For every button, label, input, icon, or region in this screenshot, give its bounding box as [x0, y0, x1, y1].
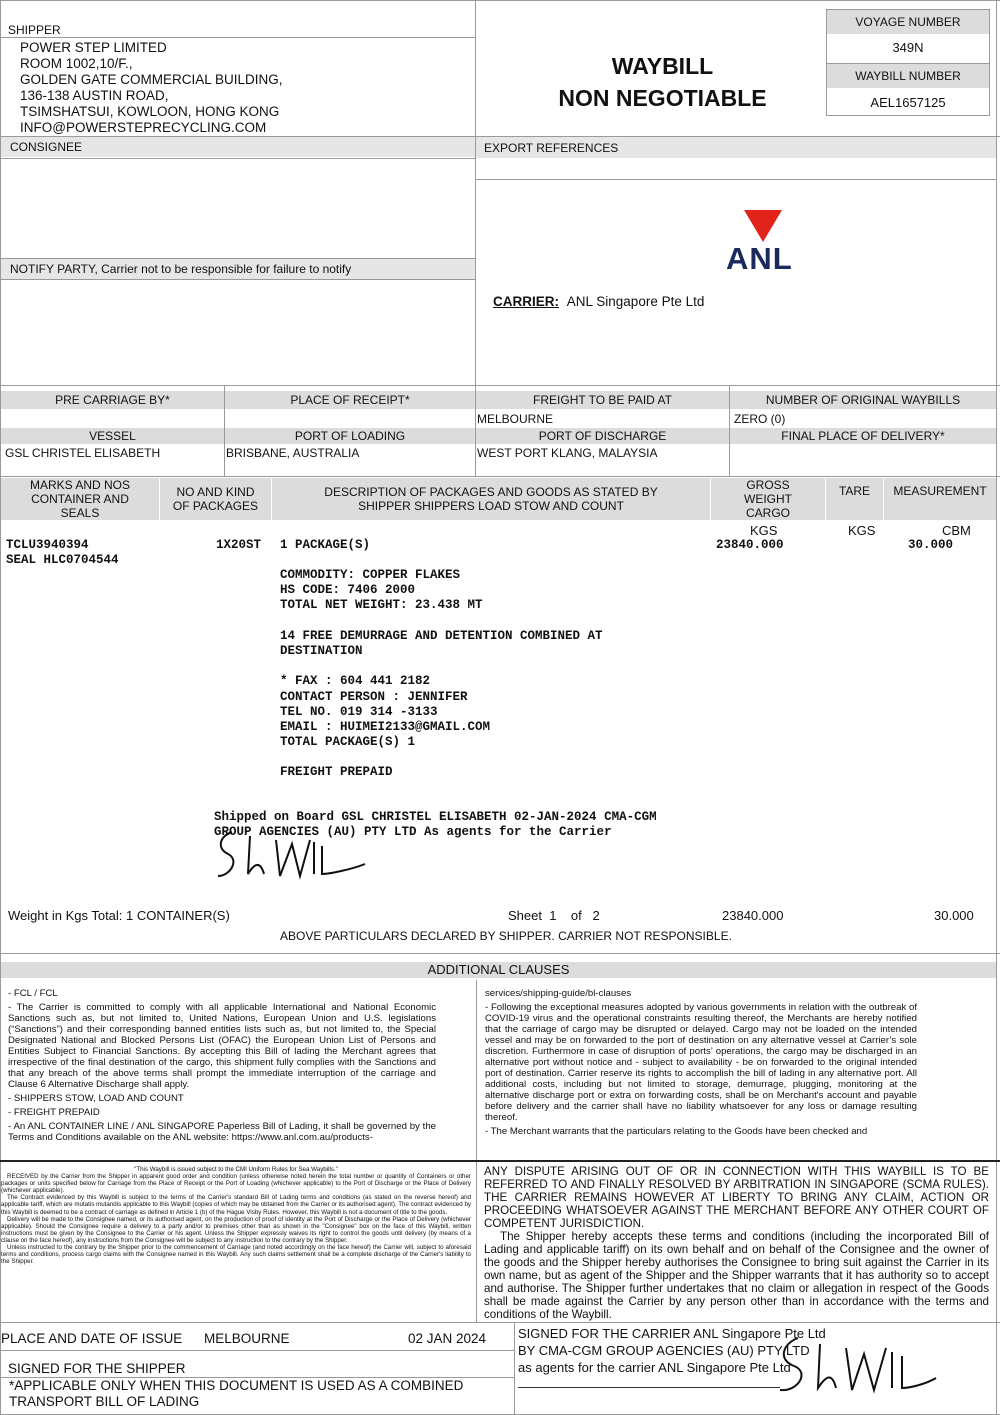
shipped-on-board-line: Shipped on Board GSL CHRISTEL ELISABETH 02-JAN-2024 CMA-CGM — [214, 810, 657, 824]
package-count: 1 PACKAGE(S) — [280, 538, 371, 552]
clause-item: - FREIGHT PREPAID — [8, 1107, 100, 1118]
document-title — [520, 50, 805, 114]
measurement-header: MEASUREMENT — [884, 478, 996, 520]
pre-carriage-label: PRE CARRIAGE BY* — [1, 391, 224, 409]
total-measurement: 30.000 — [934, 908, 974, 923]
title-non-negotiable: NON NEGOTIABLE — [558, 85, 767, 111]
seal-number: SEAL HLC0704544 — [6, 553, 119, 567]
carrier-sign-line: BY CMA-CGM GROUP AGENCIES (AU) PTY LTD — [518, 1343, 810, 1358]
applicable-note: *APPLICABLE ONLY WHEN THIS DOCUMENT IS USED AS A COMBINED TRANSPORT BILL OF LADING — [9, 1378, 464, 1409]
tare-unit: KGS — [848, 523, 876, 538]
place-date-label: PLACE AND DATE OF ISSUE — [1, 1331, 183, 1346]
clause-item: - FCL / FCL — [8, 988, 58, 999]
freight-value: MELBOURNE — [477, 412, 554, 426]
original-waybills-label: NUMBER OF ORIGINAL WAYBILLS — [730, 391, 996, 409]
fine-print-paragraph: Unless instructed to the contrary by the Shipper prior to the commencement of Carriage (and noted accordingly on the face hereof) the Carrier will, subject to aforesaid terms and conditions, process cargo claims with the Consignee named in this Waybill. Any such claims settlement shall be a complete discharge of the Carrier's liability to the Shipper. — [1, 1244, 471, 1266]
clause-item: - Following the exceptional measures adopted by various governments in relation with the outbreak of COVID-19 virus and the operational constraints resulting thereof, the Merchants are hereby notified that the carriage of cargo may be disrupted or delayed. Cargo may not be loaded on the intended vessel and may be on forwarded to the port of destination on any alternative vessel at Carrier’s sole discretion. Furthermore in case of disruption of ports’ operations, the cargo may be discharged in an alternative port without notice and - subject to availability - be on forwarded to the original intended port of destination. Carrier reserve its rights to accomplish the bill of lading in any alternative port. All additional costs, including but not limited to storage, demurrage, plugging, monitoring at the alternative discharge port or extra on forwarding costs, shall be on Merchant's account and payable before delivery and the carrier shall have no liability whatsoever for any loss or damage resulting thereof. — [485, 1002, 917, 1123]
shipper-line: POWER STEP LIMITED — [20, 40, 167, 55]
measurement-unit: CBM — [942, 523, 971, 538]
notify-party-label: NOTIFY PARTY, Carrier not to be responsible for failure to notify — [1, 258, 475, 280]
voyage-waybill-box — [826, 9, 990, 116]
carrier-name: ANL Singapore Pte Ltd — [566, 294, 705, 309]
export-references-label: EXPORT REFERENCES — [476, 137, 996, 158]
anl-logo — [725, 208, 805, 278]
clause-item: - The Carrier is committed to comply with all applicable International and National Economic Sanctions such as, but not limited to, United Nations, European Union and U.S. legislations (“Sanctions”) and their corresponding banned entities lists such as, but not limited to, the Special Designated National and Blocked Persons List (OFAC) the European Union List of Persons and Entities Subject to Financial Sanctions. By accepting this Bill of lading the Merchant agrees that irrespective of the final destination of the cargo, this shipment fully complies with the Sanctions and that any breach of the above terms shall prompt the immediate interruption of the carriage and Clause 6 Alternative Discharge shall apply. — [8, 1002, 436, 1090]
dispute-clause — [484, 1165, 989, 1321]
tare-header: TARE — [826, 478, 883, 520]
port-of-discharge-label: PORT OF DISCHARGE — [476, 428, 729, 444]
final-place-label: FINAL PLACE OF DELIVERY* — [730, 428, 996, 444]
fine-print-paragraph: RECEIVED by the Carrier from the Shipper in apparent good order and condition (unless otherwise noted herein the total number or quantity of Containers or other packages or units specified below for Carriage from the Place of Receipt or the Port of Loading (whichever applicable) to the Port of Discharge or the Place of Delivery (whichever applicable). — [1, 1173, 471, 1195]
carrier-label: CARRIER: — [493, 294, 559, 309]
gross-weight-header: GROSS WEIGHT CARGO — [711, 478, 825, 520]
description-line: * FAX : 604 441 2182 — [280, 674, 431, 689]
container-number: TCLU3940394 — [6, 538, 89, 552]
vessel-label: VESSEL — [1, 428, 224, 444]
clause-item: - SHIPPERS STOW, LOAD AND COUNT — [8, 1093, 184, 1104]
carrier-sign-line: as agents for the carrier ANL Singapore Pte Ltd — [518, 1360, 791, 1375]
weight-total-label: Weight in Kgs Total: 1 CONTAINER(S) — [8, 908, 230, 923]
declared-notice: ABOVE PARTICULARS DECLARED BY SHIPPER. CARRIER NOT RESPONSIBLE. — [280, 929, 732, 943]
description-line: COMMODITY: COPPER FLAKES — [280, 568, 461, 582]
fine-print-paragraph: The Contract evidenced by this Waybill is subject to the terms of the Carrier's standard Bill of Lading terms and conditions (as stated on the reverse hereof) and applicable tariff, which are mutatis mutandis applicable to this Waybill (copies of which may be obtained from the Carrier or its authorised agent). The contract evidenced by this Waybill is deemed to be a contract of carriage as defined in Article 1 (b) of the Hague Visby Rules. However, this Waybill is not a document of title to the goods. — [1, 1194, 471, 1216]
description-line: DESTINATION — [280, 643, 363, 658]
port-of-discharge-value: WEST PORT KLANG, MALAYSIA — [477, 446, 658, 460]
waybill-number-value: AEL1657125 — [870, 95, 946, 110]
shipper-line: TSIMSHATSUI, KOWLOON, HONG KONG — [20, 104, 280, 119]
consignee-label: CONSIGNEE — [1, 137, 475, 157]
freight-label: FREIGHT TO BE PAID AT — [476, 391, 729, 409]
clause-item: services/shipping-guide/bl-clauses — [485, 988, 632, 999]
description-line: 14 FREE DEMURRAGE AND DETENTION COMBINED AT — [280, 628, 603, 643]
carrier-line — [493, 294, 704, 309]
shipper-label: SHIPPER — [8, 23, 61, 37]
voyage-number-label: VOYAGE NUMBER — [827, 10, 989, 34]
description-line: TEL NO. 019 314 -3133 — [280, 704, 438, 719]
additional-clauses-header: ADDITIONAL CLAUSES — [1, 962, 996, 978]
vessel-value: GSL CHRISTEL ELISABETH — [5, 446, 161, 460]
gross-unit: KGS — [750, 523, 778, 538]
title-waybill: WAYBILL — [611, 53, 714, 79]
shipper-line: ROOM 1002,10/F., — [20, 56, 133, 71]
voyage-number-value: 349N — [892, 40, 924, 55]
cargo-description — [280, 568, 603, 781]
description-line — [280, 750, 603, 765]
logo-text: ANL — [726, 241, 793, 276]
gross-weight-value: 23840.000 — [716, 538, 784, 552]
issue-date: 02 JAN 2024 — [408, 1331, 487, 1346]
shipped-on-board-line: GROUP AGENCIES (AU) PTY LTD As agents for the Carrier — [214, 825, 612, 840]
description-line: HS CODE: 7406 2000 — [280, 583, 416, 598]
port-of-loading-label: PORT OF LOADING — [225, 428, 475, 444]
measurement-value: 30.000 — [908, 538, 954, 552]
description-line — [280, 614, 603, 629]
description-line — [280, 659, 603, 674]
description-line: TOTAL PACKAGE(S) 1 — [280, 735, 416, 750]
marks-header: MARKS AND NOS CONTAINER AND SEALS — [1, 478, 159, 520]
dispute-paragraph: The Shipper hereby accepts these terms and conditions (including the incorporated Bill of Lading and applicable tariff) on its own behalf and on behalf of the Consignee and the owner of the goods and the Shipper hereby authorises the Consignee to bring suit against the Carrier in its own name, but as agent of the Shipper and the Shipper warrants that it has authority so to accept and authorise. The Shipper further undertakes that no claim or allegation in respect of the Goods shall be made against the Carrier by any person other than in accordance with the terms and conditions of the Waybill. — [484, 1230, 989, 1321]
issue-place: MELBOURNE — [204, 1331, 290, 1346]
signed-for-shipper: SIGNED FOR THE SHIPPER — [8, 1361, 186, 1376]
agent-signature — [210, 826, 370, 886]
clause-item: - The Merchant warrants that the particulars relating to the Goods have been checked and — [485, 1126, 868, 1137]
dispute-paragraph: ANY DISPUTE ARISING OUT OF OR IN CONNECTION WITH THIS WAYBILL IS TO BE REFERRED TO AND FINALLY RESOLVED BY ARBITRATION IN SINGAPORE (SCMA RULES). THE CARRIER REMAINS HOWEVER AT LIBERTY TO BRING ANY CLAIM, ACTION OR PROCEEDING WHATSOEVER AGAINST THE MERCHANT BEFORE ANY OTHER COURT OF COMPETENT JURISDICTION. — [484, 1165, 989, 1230]
fine-print — [1, 1166, 471, 1265]
description-header: DESCRIPTION OF PACKAGES AND GOODS AS STATED BY SHIPPER SHIPPERS LOAD STOW AND COUNT — [272, 478, 710, 520]
package-kind: 1X20ST — [216, 538, 262, 552]
shipper-line: GOLDEN GATE COMMERCIAL BUILDING, — [20, 72, 283, 87]
carrier-sign-line: SIGNED FOR THE CARRIER ANL Singapore Pte Ltd — [518, 1326, 826, 1341]
total-gross: 23840.000 — [722, 908, 784, 923]
place-of-receipt-label: PLACE OF RECEIPT* — [225, 391, 475, 409]
clause-item: - An ANL CONTAINER LINE / ANL SINGAPORE Paperless Bill of Lading, it shall be governed by the Terms and Conditions available on the ANL website: https://www.anl.com.au/products- — [8, 1121, 436, 1143]
port-of-loading-value: BRISBANE, AUSTRALIA — [226, 446, 360, 460]
original-waybills-value: ZERO (0) — [734, 412, 786, 426]
fine-print-paragraph: Delivery will be made to the Consignee named, or its authorised agent, on the production of proof of identity at the Port of Discharge or the Place of Delivery (whichever applicable). Should the Consignee require a delivery to a party and/or to premises other than as shown in the "Consignee" box on the face of this Waybill, written instructions must be given by the Consignee to the Carrier or his agent. Unless the Shipper expressly waives its right to control the goods until delivery (by means of a clause on the face hereof), any instructions from the Consignee will be subject to any instruction to the contrary by the Shipper. — [1, 1215, 471, 1244]
description-line: CONTACT PERSON : JENNIFER — [280, 689, 468, 704]
description-line: FREIGHT PREPAID — [280, 765, 393, 780]
shipper-line: INFO@POWERSTEPRECYCLING.COM — [20, 120, 267, 135]
kind-header: NO AND KIND OF PACKAGES — [160, 478, 271, 520]
sheet-number: Sheet 1 of 2 — [508, 908, 600, 923]
fine-print-title: "This Waybill is issued subject to the CMI Uniform Rules for Sea Waybills." — [134, 1166, 338, 1173]
clauses-left — [8, 988, 436, 1143]
waybill-number-label: WAYBILL NUMBER — [827, 63, 989, 88]
logo-triangle — [744, 210, 782, 242]
carrier-signature — [770, 1332, 940, 1402]
description-line: EMAIL : HUIMEI2133@GMAIL.COM — [280, 719, 491, 734]
clauses-right — [485, 988, 917, 1137]
shipper-address — [20, 40, 283, 136]
description-line: TOTAL NET WEIGHT: 23.438 MT — [280, 598, 483, 613]
shipper-line: 136-138 AUSTIN ROAD, — [20, 88, 169, 103]
